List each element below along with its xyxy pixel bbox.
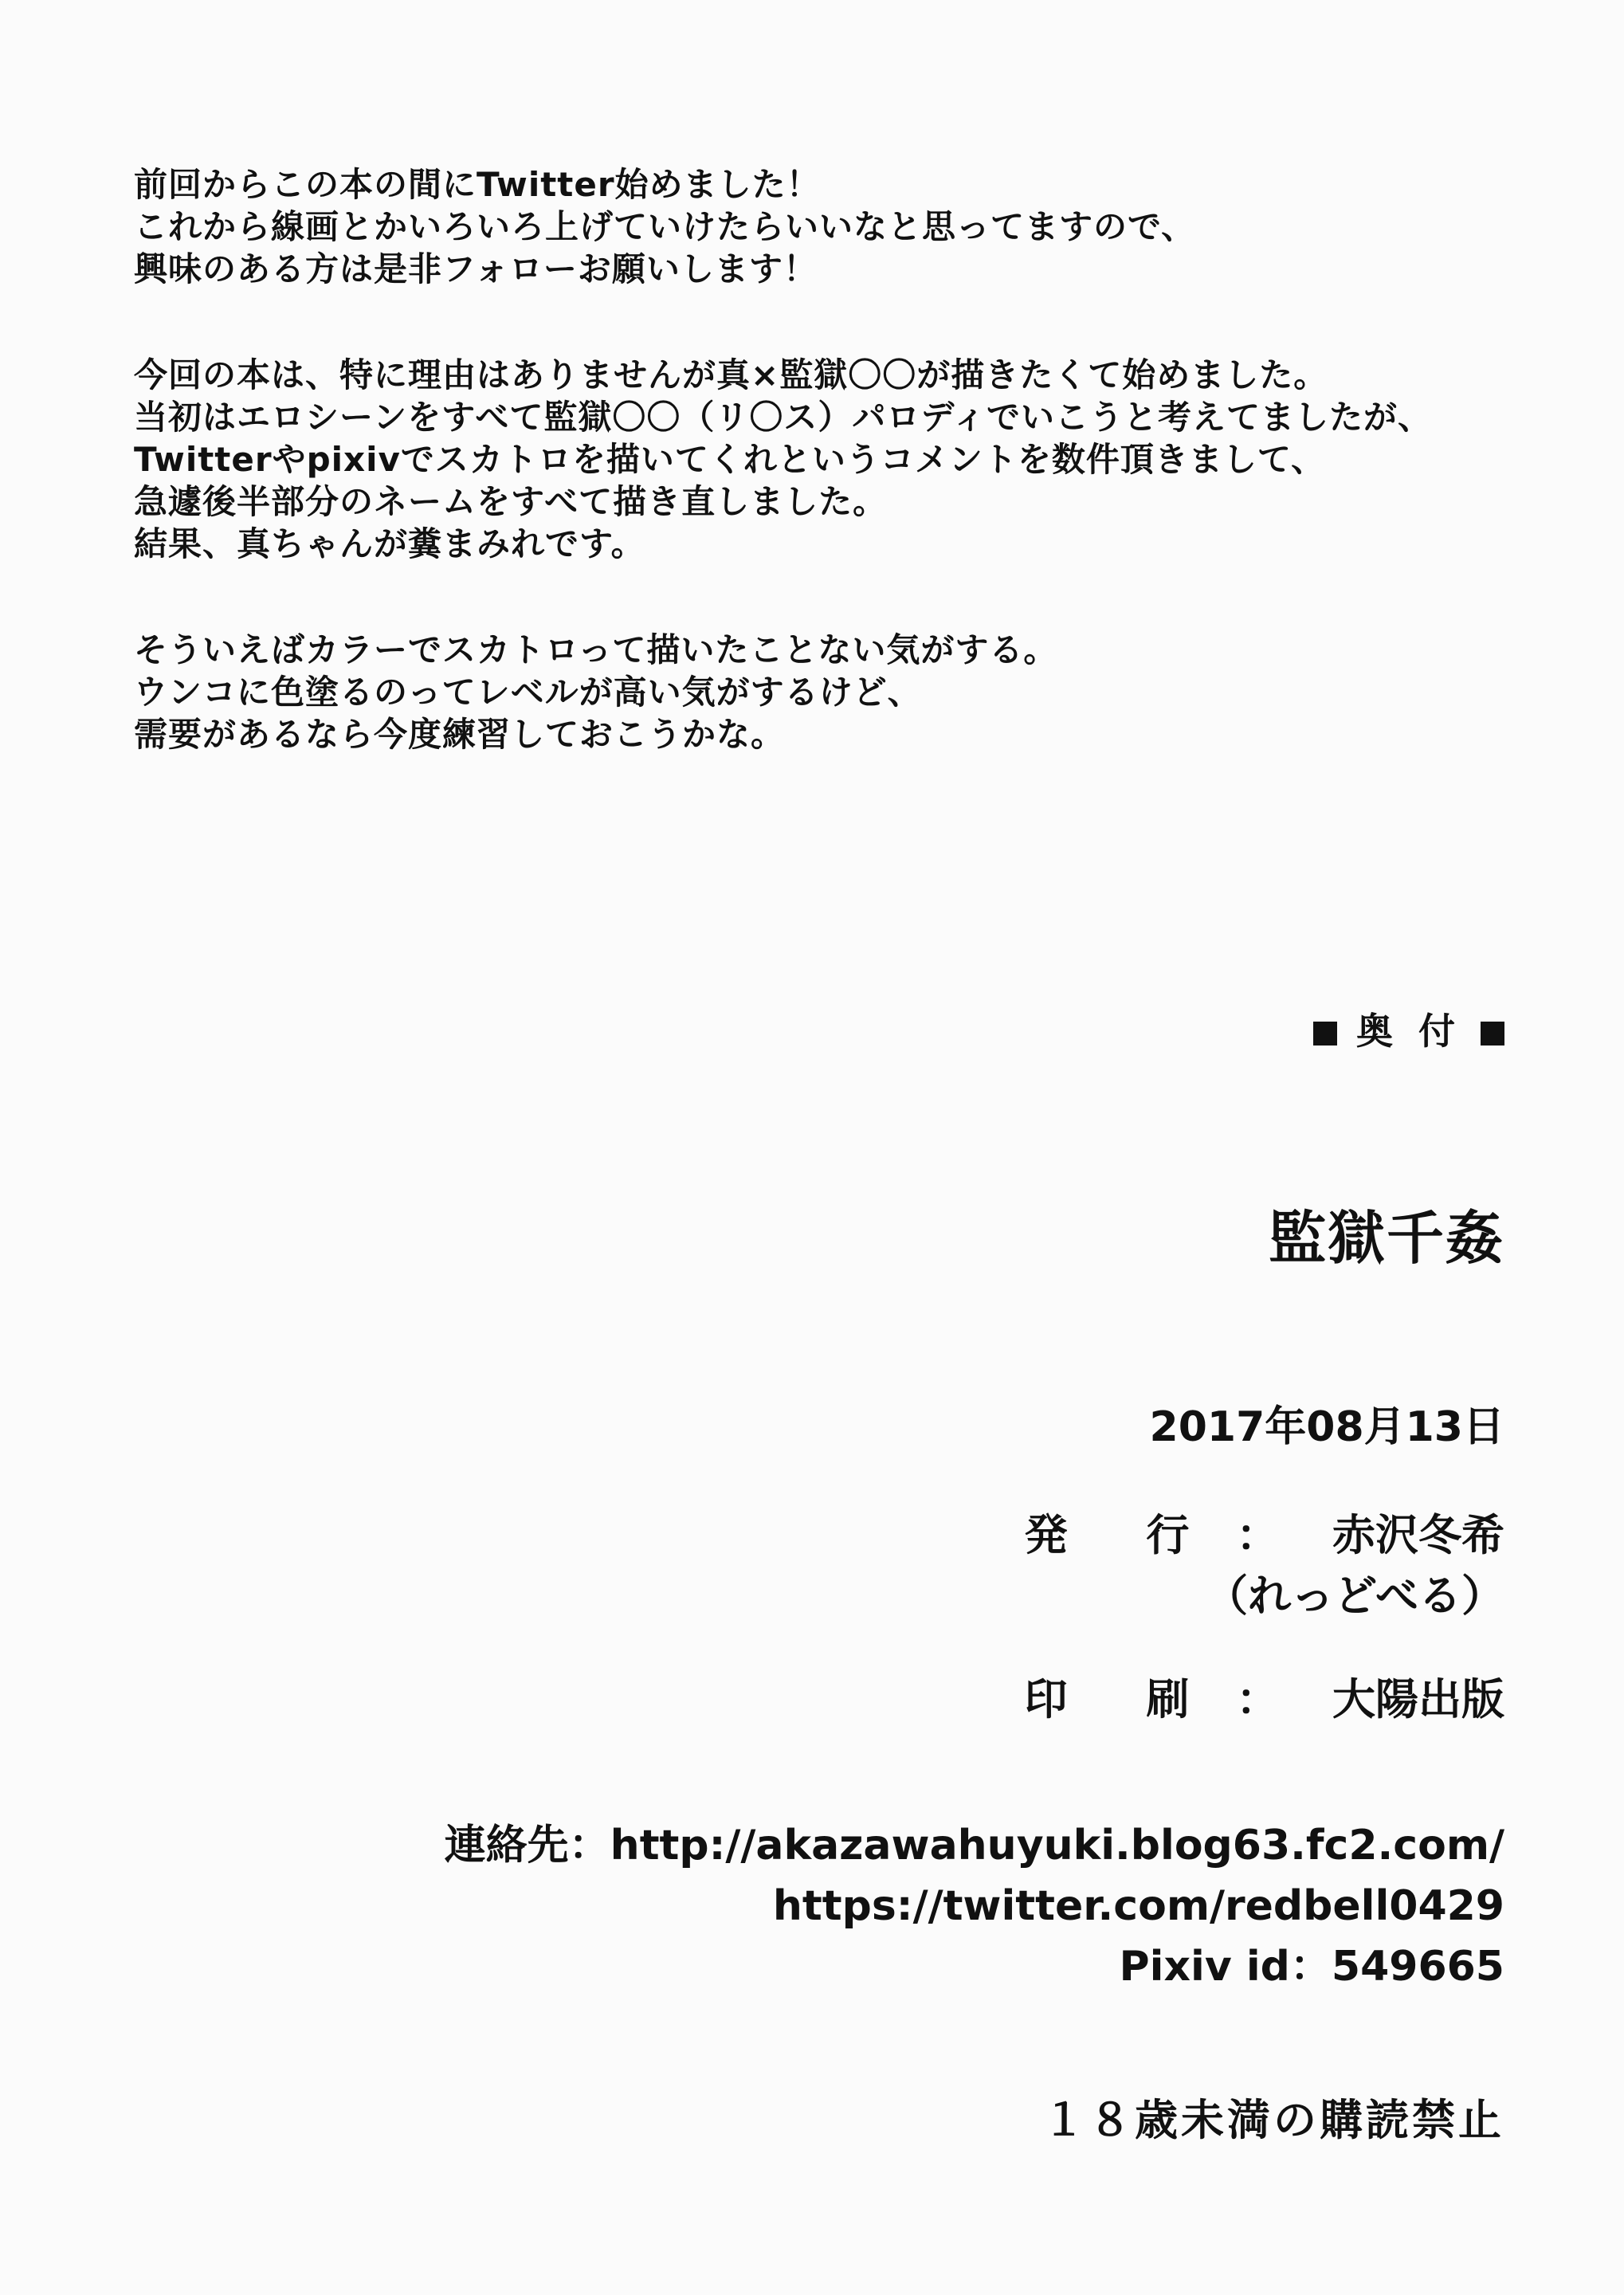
text-line: 当初はエロシーンをすべて監獄〇〇（リ〇ス）パロディでいこうと考えてましたが、	[134, 398, 1432, 437]
contact-info	[445, 1815, 1504, 1997]
publication-date: 2017年08月13日	[1149, 1403, 1504, 1451]
text-line: Twitterやpixivでスカトロを描いてくれというコメントを数件頂きまして、	[134, 440, 1326, 479]
book-title: 監獄千姦	[1268, 1205, 1504, 1272]
colophon-heading-text: 奥 付	[1355, 1010, 1461, 1053]
text-line: そういえばカラーでスカトロって描いたことない気がする。	[134, 630, 1058, 669]
colon: ：	[1236, 1674, 1280, 1724]
text-line: 急遽後半部分のネームをすべて描き直しました。	[134, 482, 888, 521]
twitter-url: https://twitter.com/redbell0429	[772, 1882, 1504, 1930]
printer-name: 大陽出版	[1332, 1674, 1504, 1724]
text-line: 前回からこの本の間にTwitter始めました！	[134, 165, 821, 204]
colon: ：	[1236, 1510, 1280, 1560]
square-bullet-icon	[1481, 1022, 1504, 1046]
text-line: 結果、真ちゃんが糞まみれです。	[134, 524, 645, 563]
text-line: 需要があるなら今度練習しておこうかな。	[134, 715, 786, 754]
publisher-name: 赤沢冬希	[1332, 1510, 1504, 1560]
text-line: ウンコに色塗るのってレベルが高い気がするけど、	[134, 673, 922, 712]
pixiv-id: Pixiv id：549665	[1119, 1943, 1504, 1991]
publisher-label: 発 行	[1024, 1510, 1222, 1560]
printer-row	[1025, 1665, 1504, 1727]
text-line: 興味のある方は是非フォローお願いします！	[134, 249, 818, 288]
contact-label: 連絡先：	[444, 1822, 610, 1869]
text-line: 今回の本は、特に理由はありませんが真×監獄〇〇が描きたくて始めました。	[134, 355, 1328, 394]
age-restriction-notice: １８歳未満の購読禁止	[1042, 2095, 1504, 2145]
colophon-heading	[1313, 1002, 1504, 1055]
blog-url: http://akazawahuyuki.blog63.fc2.com/	[610, 1822, 1504, 1869]
text-line: これから線画とかいろいろ上げていけたらいいなと思ってますので、	[134, 207, 1196, 246]
circle-name: （れっどべる）	[1205, 1571, 1504, 1621]
printer-label: 印 刷	[1024, 1674, 1222, 1724]
square-bullet-icon	[1313, 1022, 1337, 1046]
contact-blog-line	[445, 1815, 1504, 1876]
publisher-row	[1025, 1501, 1504, 1563]
